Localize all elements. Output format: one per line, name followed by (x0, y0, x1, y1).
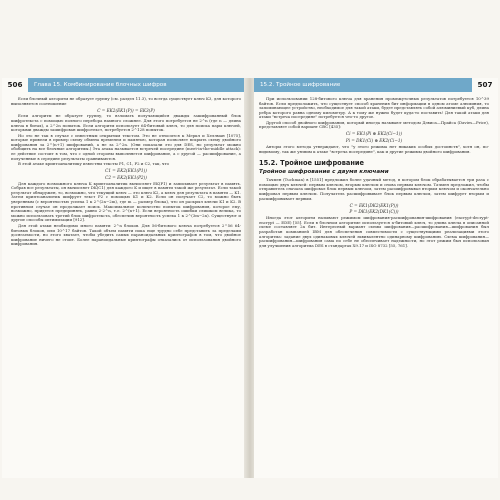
right-page-header (254, 78, 498, 92)
formula: Ci = EK1(Pi ⊕ EK2(Ci−1)) (346, 131, 402, 137)
formula: C2 = EK2(EK1(P2)) (105, 174, 147, 180)
right-page-number: 507 (472, 78, 498, 92)
left-page-body (11, 97, 241, 248)
left-page-number: 506 (2, 78, 28, 92)
formula: C = EK2(EK1(P)) = EK3(P) (97, 107, 155, 113)
paragraph: Другой способ двойного шифрования, который иногда называют методом Дэвиса—Прайса (Davies—Price), представляет собой вариант CBC [435]: (259, 119, 489, 130)
formula: Pi = DK1(Ci) ⊕ EK2(Ci−1) (345, 138, 403, 144)
paragraph: Но это не так в случае с известным открытым текстом. Это не относится к Меркл и Хеллман [1075], которые привели в пример схему обмена временем и памятью, которая позволяет вскрыть схему двойного шифрования за 2^(n+1) шифрований, а не за 2^2n. (Они показали это для DES, но результат можно обобщить на все блочные алгоритмы.) Эта атака называется встречей посередине (meet-in-the-middle attack): ее действие состоит в том, что с одной стороны выполняется шифрование, а с другой — расшифрование, а полученные в середине результаты сравниваются. (11, 132, 241, 161)
right-page (254, 78, 498, 478)
formula: C1 = EK2(EK1(P1)) (105, 168, 147, 174)
paragraph: Авторы этого метода утверждают, что "у этого режима нет никаких особых достоинств", хотя он, по-видимому, так же уязвим к атаке "встреча посередине", как и другие режимы двойного шифрования. (259, 144, 489, 154)
paragraph: Иногда этот алгоритм называют режимом шифрования-расшифрования-шифрования (encrypt-decrypt-encrypt — EDE) [55]. Если в блочном алгоритме используется n-битовый ключ, то длина ключа в описанной схеме составляет 2n бит. Интересный вариант схемы шифрования—расшифрования—шифрования был разработан компанией IBM для обеспечения совместимости с существующими реализациями этого алгоритма: задание двух одинаковых ключей эквивалентно одинарному шифрованию. Схема шифрования—расшифрования—шифрования сама по себе не обеспечивает надежности, но этот режим был использован для улучшения алгоритма DES в стандартах X9.17 и ISO 8732 [55, 761]. (259, 215, 489, 248)
formula: P = DK1(EK2(DK1(C))) (349, 209, 399, 215)
left-page-header (2, 78, 246, 92)
right-running-head: 15.2. Тройное шифрование (260, 82, 341, 88)
paragraph: Если алгоритм не образует группу, то взломать получающийся дважды зашифрованный блок шифротекста с помощью полного перебора намного сложнее. Для этого потребуется не 2^n (где n — длина ключа в битах), а 2^2n попыток. Если алгоритм использует 64-битовый ключ, то для поиска пары ключей, которыми дважды зашифрован шифротекст, потребуется 2^128 попыток. (11, 113, 241, 133)
subsection-heading: Тройное шифрование с двумя ключами (259, 169, 389, 176)
formula: C = EK1(DK2(EK1(P))) (349, 202, 399, 208)
paragraph: Если блочный алгоритм не образует группу (см. раздел 11.3), то всегда существует ключ K3, для которого выполняется соотношение (11, 96, 241, 106)
right-page-body (259, 97, 489, 249)
left-page (2, 78, 246, 478)
paragraph: Тачмен (Tuchman) в [1551] предложил более удачный метод, в котором блок обрабатывается три раза с помощью двух ключей: первым ключом, вторым ключом и снова первым ключом. Тачмен предложил, чтобы отправитель сначала шифровал блок первым ключом, затем расшифровывал вторым ключом и окончательно шифровал первым ключом. Получатель расшифровывает блок первым ключом, затем шифрует вторым и расшифровывает первым. (259, 177, 489, 201)
paragraph: При использовании 128-битового ключа для хранения промежуточных результатов потребуется 10^39 байтов. Если предположить, что существует способ хранения бит информации в одном атоме алюминия, то запоминающее устройство, необходимое для такой атаки, будет представлять собой алюминиевый куб, длина ребра которого равна одному километру. А к тому же нужно будет куда-то поставить! Для такой атаки для атаки "встреча посередине" потребуется что-то другое. (259, 96, 489, 120)
section-heading: 15.2. Тройное шифрование (259, 159, 364, 168)
paragraph: Для каждого возможного ключа K криптоаналитик вычисляет EK(P1) и записывает результат в память. Собрав все результаты, он вычисляет DK(C1) для каждого K и ищет в памяти такой же результат. Если такой результат обнаружен, то, возможно, что текущий ключ — это ключ K2, а ключ для результата в памяти — K1. Затем криптоаналитик шифрует текст P2 с помощью K1 и K2. Если он получает C2, то можно быть уверенным (с вероятностью успеха 1 к 2^(2n−2m), где m — размер блока), что он раскрыл ключи K1 и K2. В противном случае он продолжает поиск. Максимальное количество попыток шифрования, которое ему, возможно, придется предпринять, равно 2·2^n, т.е. 2^(n+1). Если вероятность ошибки слишком велика, то можно использовать третий блок шифротекста, обеспечив вероятность успеха 1 к 2^(3m−2n). Существуют и другие способы оптимизации [912]. (11, 180, 241, 223)
left-running-head: Глава 15. Комбинирование блочных шифров (34, 82, 167, 88)
paragraph: Для этой атаки необходимо много памяти: 2^n блоков. Для 56-битового ключа потребуется 2^56 64-битовых блоков, или 10^17 байтов. Такой объем памяти пока еще трудно себе представить за пределами досягаемости, но этого хватает, чтобы убедить самых параноидальных криптографов в том, что двойное шифрование ничего не стоит. Более параноидальные криптографы отказались от использования двойного шифрования. (11, 222, 241, 247)
paragraph: В этой атаке криптоаналитику известны тексты P1, C1, P2 и C2, так, что (18, 161, 170, 167)
